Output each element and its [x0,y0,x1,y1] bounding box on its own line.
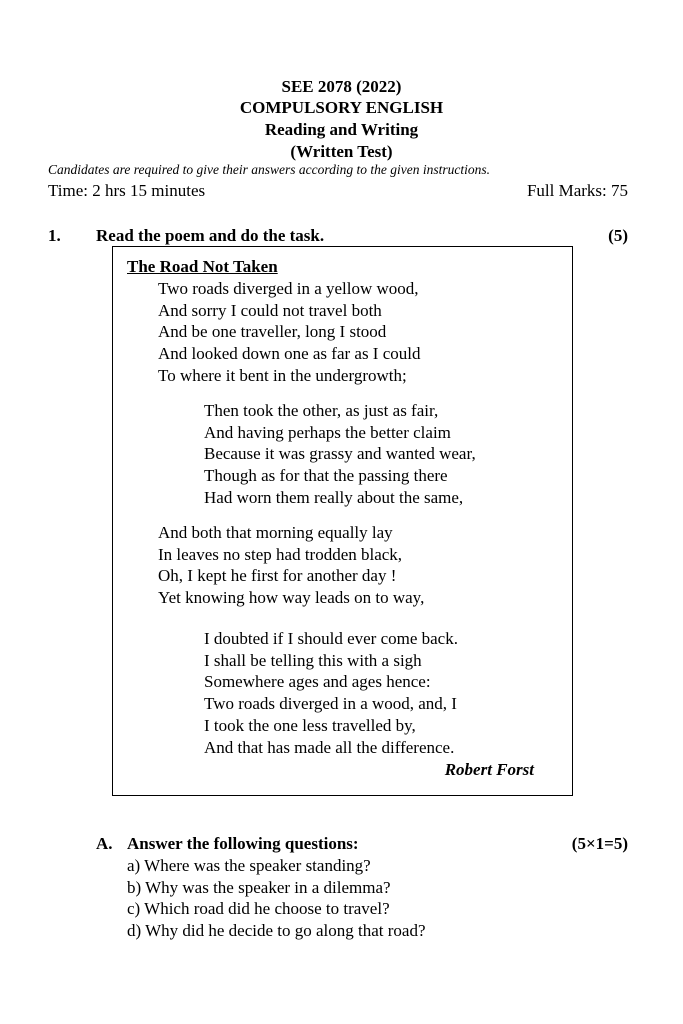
section-instruction: Answer the following questions: [127,834,359,853]
full-marks: Full Marks: 75 [526,181,628,200]
test-type: (Written Test) [290,142,393,161]
question-item: a) Where was the speaker standing? [127,856,371,875]
question-list [127,855,426,942]
question-marks: (5) [608,226,628,245]
poem-line: And looked down one as far as I could [158,344,421,364]
poem-line: And sorry I could not travel both [158,300,382,320]
section-letter: A. [96,834,113,853]
time-allowed: Time: 2 hrs 15 minutes [48,181,206,200]
poem-title: The Road Not Taken [127,257,278,276]
subject-title: COMPULSORY ENGLISH [239,98,444,117]
poem-line: I shall be telling this with a sigh [204,650,422,670]
poem-box [112,246,573,796]
poem-line: Oh, I kept he first for another day ! [158,566,397,586]
question-item: d) Why did he decide to go along that road? [127,921,426,941]
poem-line: I doubted if I should ever come back. [204,629,458,648]
poem-stanza-1 [158,278,421,387]
poem-stanza-4 [204,628,458,758]
question-text: Read the poem and do the task. [96,226,325,245]
section-marks: (5×1=5) [571,834,628,853]
poem-line: To where it bent in the undergrowth; [158,365,407,385]
poem-line: And that has made all the difference. [204,737,455,757]
poem-line: In leaves no step had trodden black, [158,544,403,564]
poem-line: Because it was grassy and wanted wear, [204,444,476,464]
poem-stanza-2 [204,400,476,509]
instructions: Candidates are required to give their answers according to the given instructions. [48,162,490,177]
question-number: 1. [48,226,61,245]
poem-line: And both that morning equally lay [158,523,393,542]
exam-code: SEE 2078 (2022) [281,77,402,96]
poem-line: Yet knowing how way leads on to way, [158,588,425,608]
poem-line: Though as for that the passing there [204,466,448,486]
paper-title: Reading and Writing [264,120,419,139]
poem-line: Two roads diverged in a wood, and, I [204,694,457,714]
poem-line: Had worn them really about the same, [204,487,464,507]
poem-line: And having perhaps the better claim [204,422,451,442]
poem-author: Robert Forst [444,760,534,779]
poem-stanza-3 [158,522,424,609]
poem-line: And be one traveller, long I stood [158,322,387,342]
poem-line: Two roads diverged in a yellow wood, [158,279,419,298]
poem-line: Somewhere ages and ages hence: [204,672,431,692]
poem-line: Then took the other, as just as fair, [204,401,439,420]
poem-line: I took the one less travelled by, [204,715,416,735]
question-item: c) Which road did he choose to travel? [127,899,390,919]
question-item: b) Why was the speaker in a dilemma? [127,877,391,897]
